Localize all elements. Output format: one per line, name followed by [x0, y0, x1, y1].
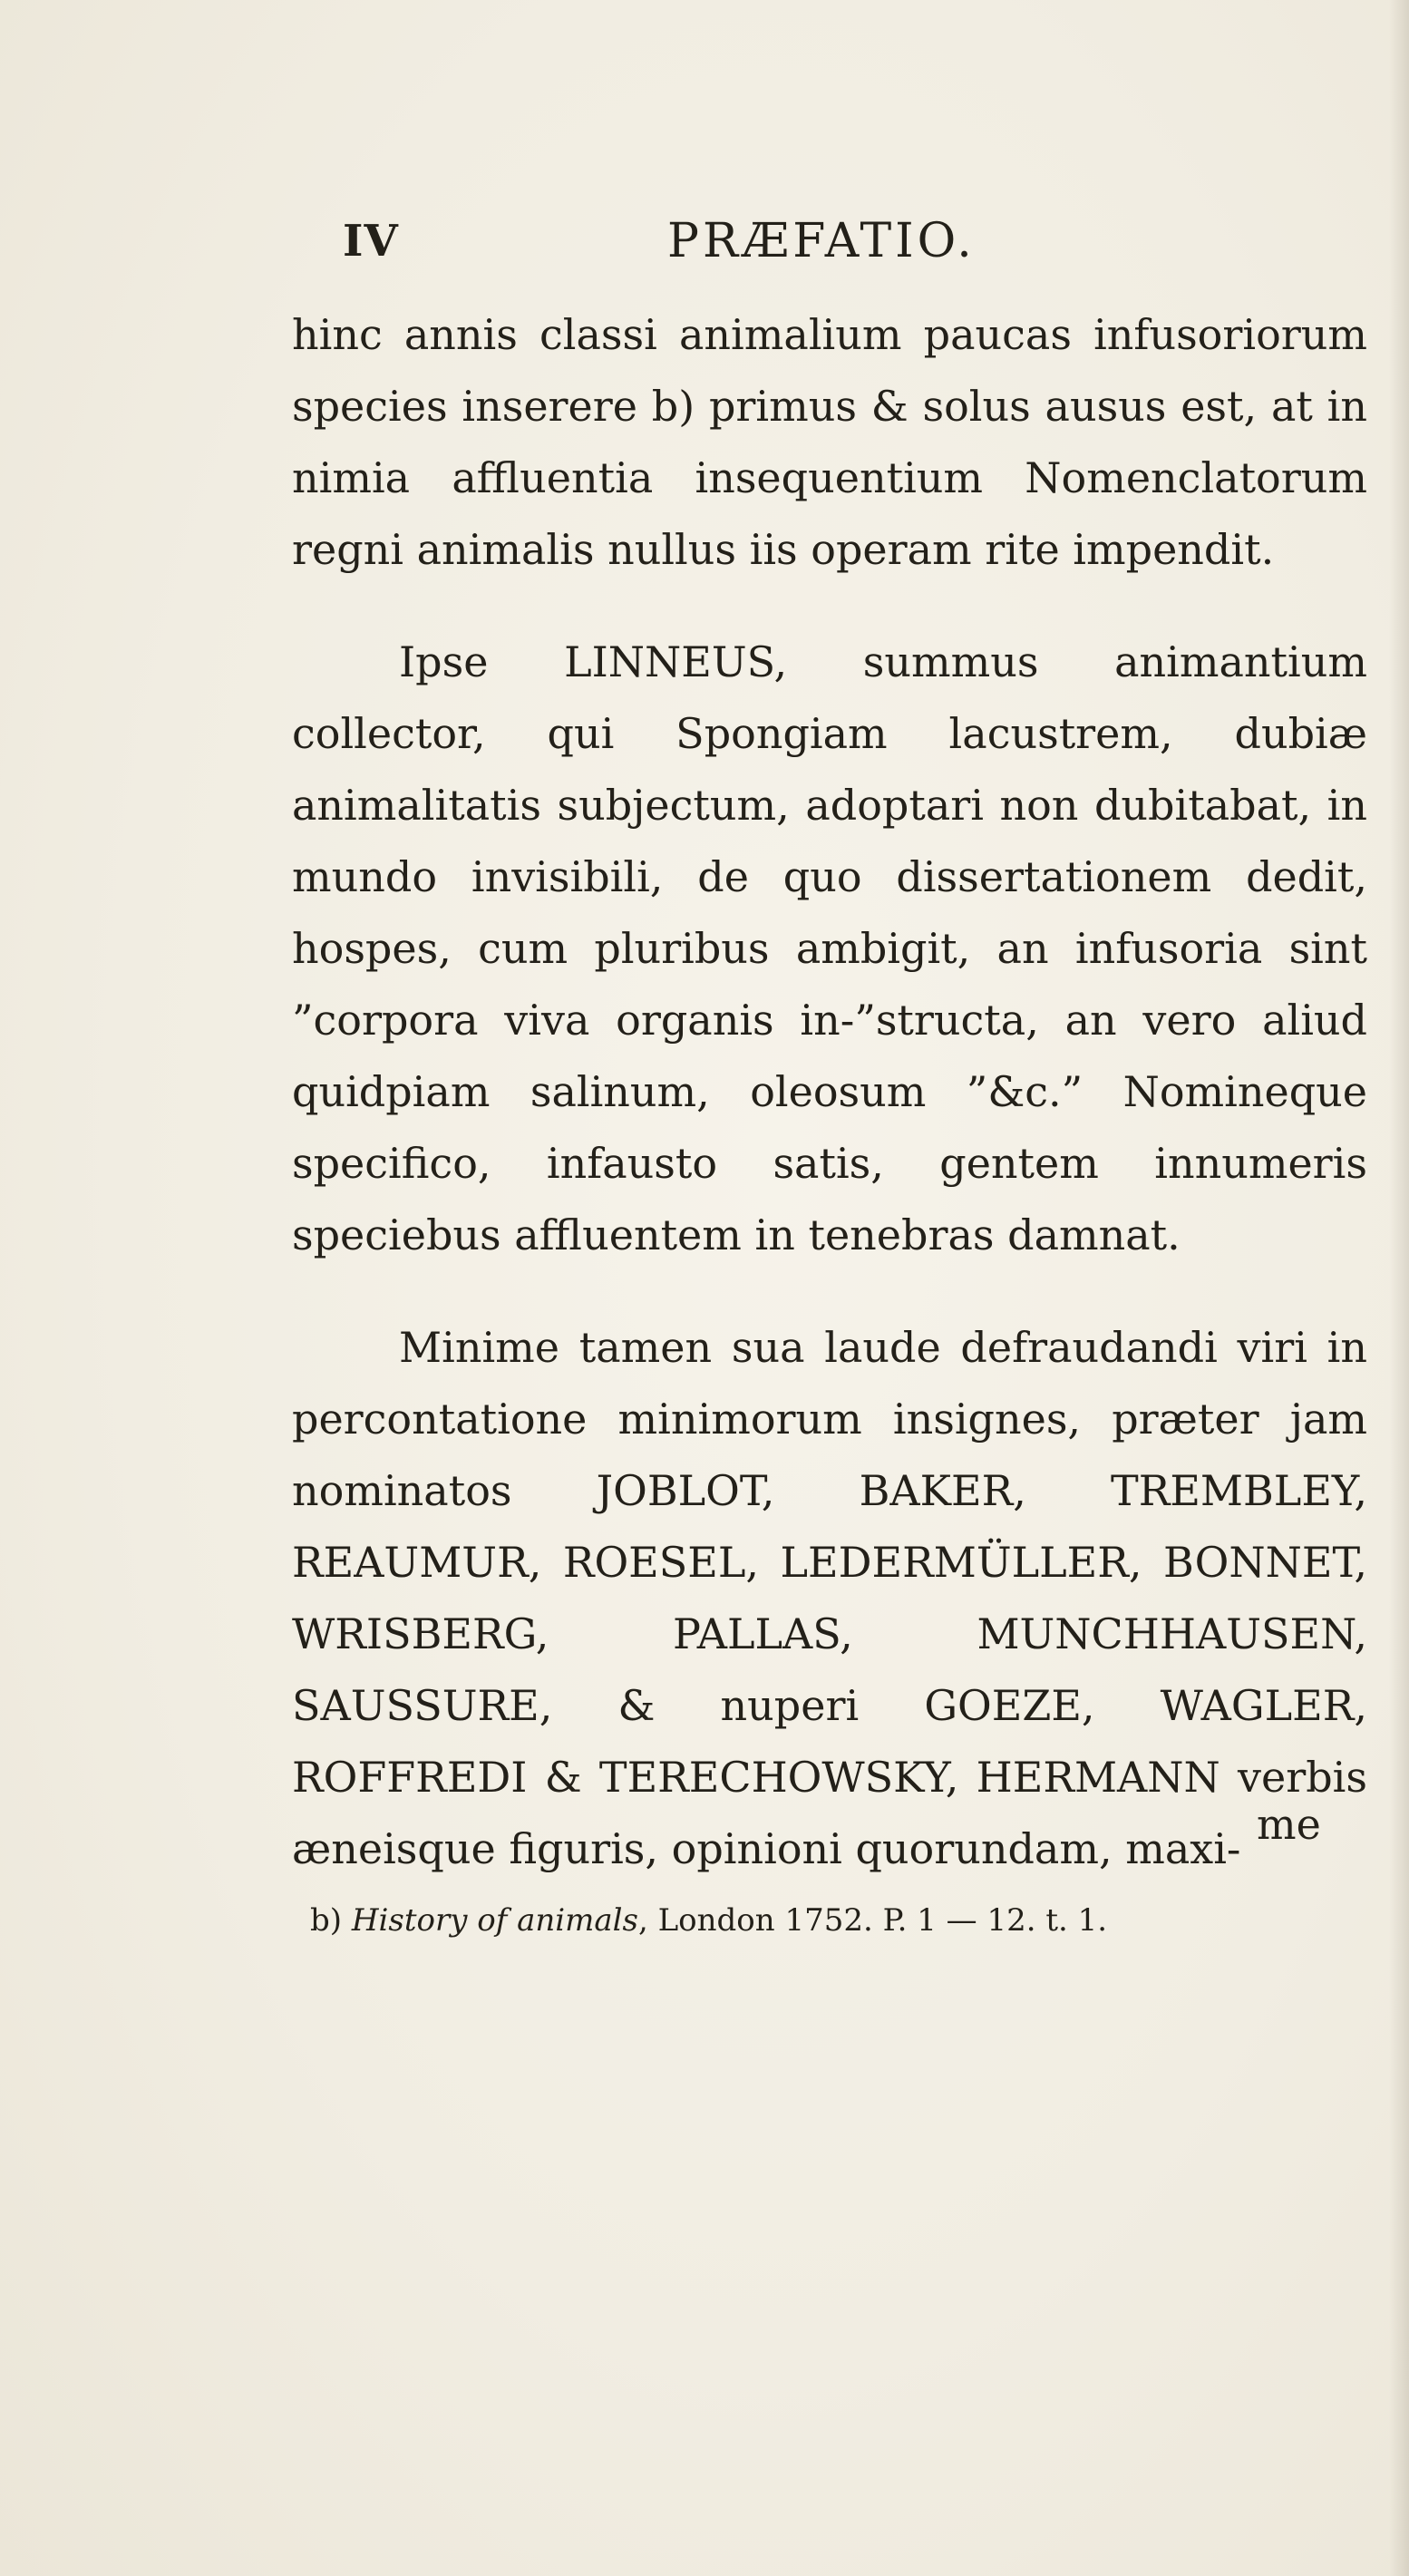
- running-head: PRÆFATIO.: [667, 214, 976, 268]
- paragraph-2: Ipse LINNEUS, summus animantium collector, qui Spongiam lacustrem, dubiæ animalitatis subjectum, adoptari non dubitabat, in mundo invisibili, de quo dissertationem dedit, hospes, cum pluribus ambigit, an infusoria sint ”corpora viva organis in-”structa, an vero aliud quidpiam salinum, oleosum ”&c.” Nomineque specifico, infausto satis, gentem innumeris speciebus affluentem in tenebras damnat.: [292, 637, 1367, 1259]
- page-edge-shadow: [1389, 0, 1409, 2576]
- paragraph-3: Minime tamen sua laude defraudandi viri in percontatione minimorum insignes, præter jam nominatos JOBLOT, BAKER, TREMBLEY, REAUMUR, ROESEL, LEDERMÜLLER, BONNET, WRISBERG, PALLAS, MUNCHHAUSEN, SAUSSURE, & nuperi GOEZE, WAGLER, ROFFREDI & TERECHOWSKY, HERMANN verbis æneisque figuris, opinioni quorundam, maxi-: [292, 1323, 1367, 1873]
- footnote-details: , London 1752. P. 1 — 12. t. 1.: [637, 1902, 1108, 1939]
- footnote-title: History of animals: [351, 1902, 638, 1939]
- paragraph-1: hinc annis classi animalium paucas infusoriorum species inserere b) primus & solus ausus est, at in nimia affluentia insequentium Nomenclatorum regni animalis nullus iis operam rite impendit.: [292, 310, 1367, 574]
- footnote-marker: b): [310, 1902, 343, 1939]
- catchword: me: [1257, 1800, 1321, 1849]
- footnote: [310, 1902, 1107, 1939]
- main-text: [292, 299, 1367, 1885]
- page-header: [0, 207, 1409, 270]
- page-number: IV: [343, 216, 399, 267]
